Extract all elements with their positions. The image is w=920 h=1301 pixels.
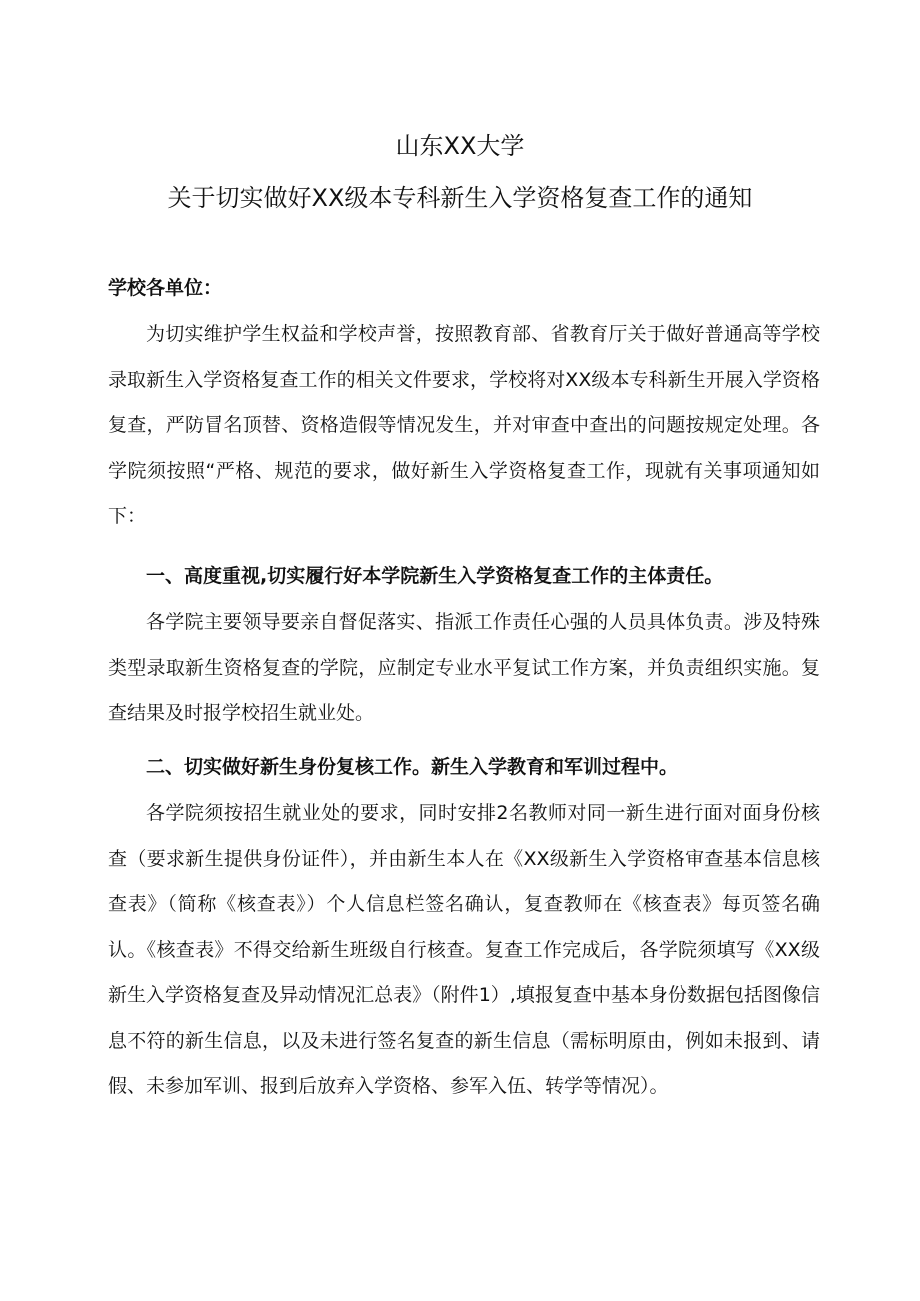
paragraph-section-2: 各学院须按招生就业处的要求，同时安排2名教师对同一新生进行面对面身份核查（要求新生提供身份证件），并由新生本人在《XX级新生入学资格审查基本信息核查表》（简称《核查表》）个人信息栏签名确认，复查教师在《核查表》每页签名确认。《核查表》不得交给新生班级自行核查。复查工作完成后，各学院须填写《XX级新生入学资格复查及异动情况汇总表》（附件1）,填报复查中基本身份数据包括图像信息不符的新生信息，以及未进行签名复查的新生信息（需标明原由，例如未报到、请假、未参加军训、报到后放弃入学资格、参军入伍、转学等情况）。 [108,802,820,1097]
document-title-university: 山东XX大学 [395,132,525,160]
salutation: 学校各单位： [108,277,223,299]
section-heading-2: 二、切实做好新生身份复核工作。新生入学教育和军训过程中。 [146,756,679,778]
document-title-notice: 关于切实做好XX级本专科新生入学资格复查工作的通知 [167,184,753,212]
section-heading-1: 一、高度重视,切实履行好本学院新生入学资格复查工作的主体责任。 [146,565,724,587]
paragraph-intro: 为切实维护学生权益和学校声誉，按照教育部、省教育厅关于做好普通高等学校录取新生入学资格复查工作的相关文件要求，学校将对XX级本专科新生开展入学资格复查，严防冒名顶替、资格造假等情况发生，并对审查中查出的问题按规定处理。各学院须按照“严格、规范的要求，做好新生入学资格复查工作，现就有关事项通知如下： [108,323,820,527]
paragraph-section-1: 各学院主要领导要亲自督促落实、指派工作责任心强的人员具体负责。涉及特殊类型录取新生资格复查的学院，应制定专业水平复试工作方案，并负责组织实施。复查结果及时报学校招生就业处。 [108,611,820,724]
